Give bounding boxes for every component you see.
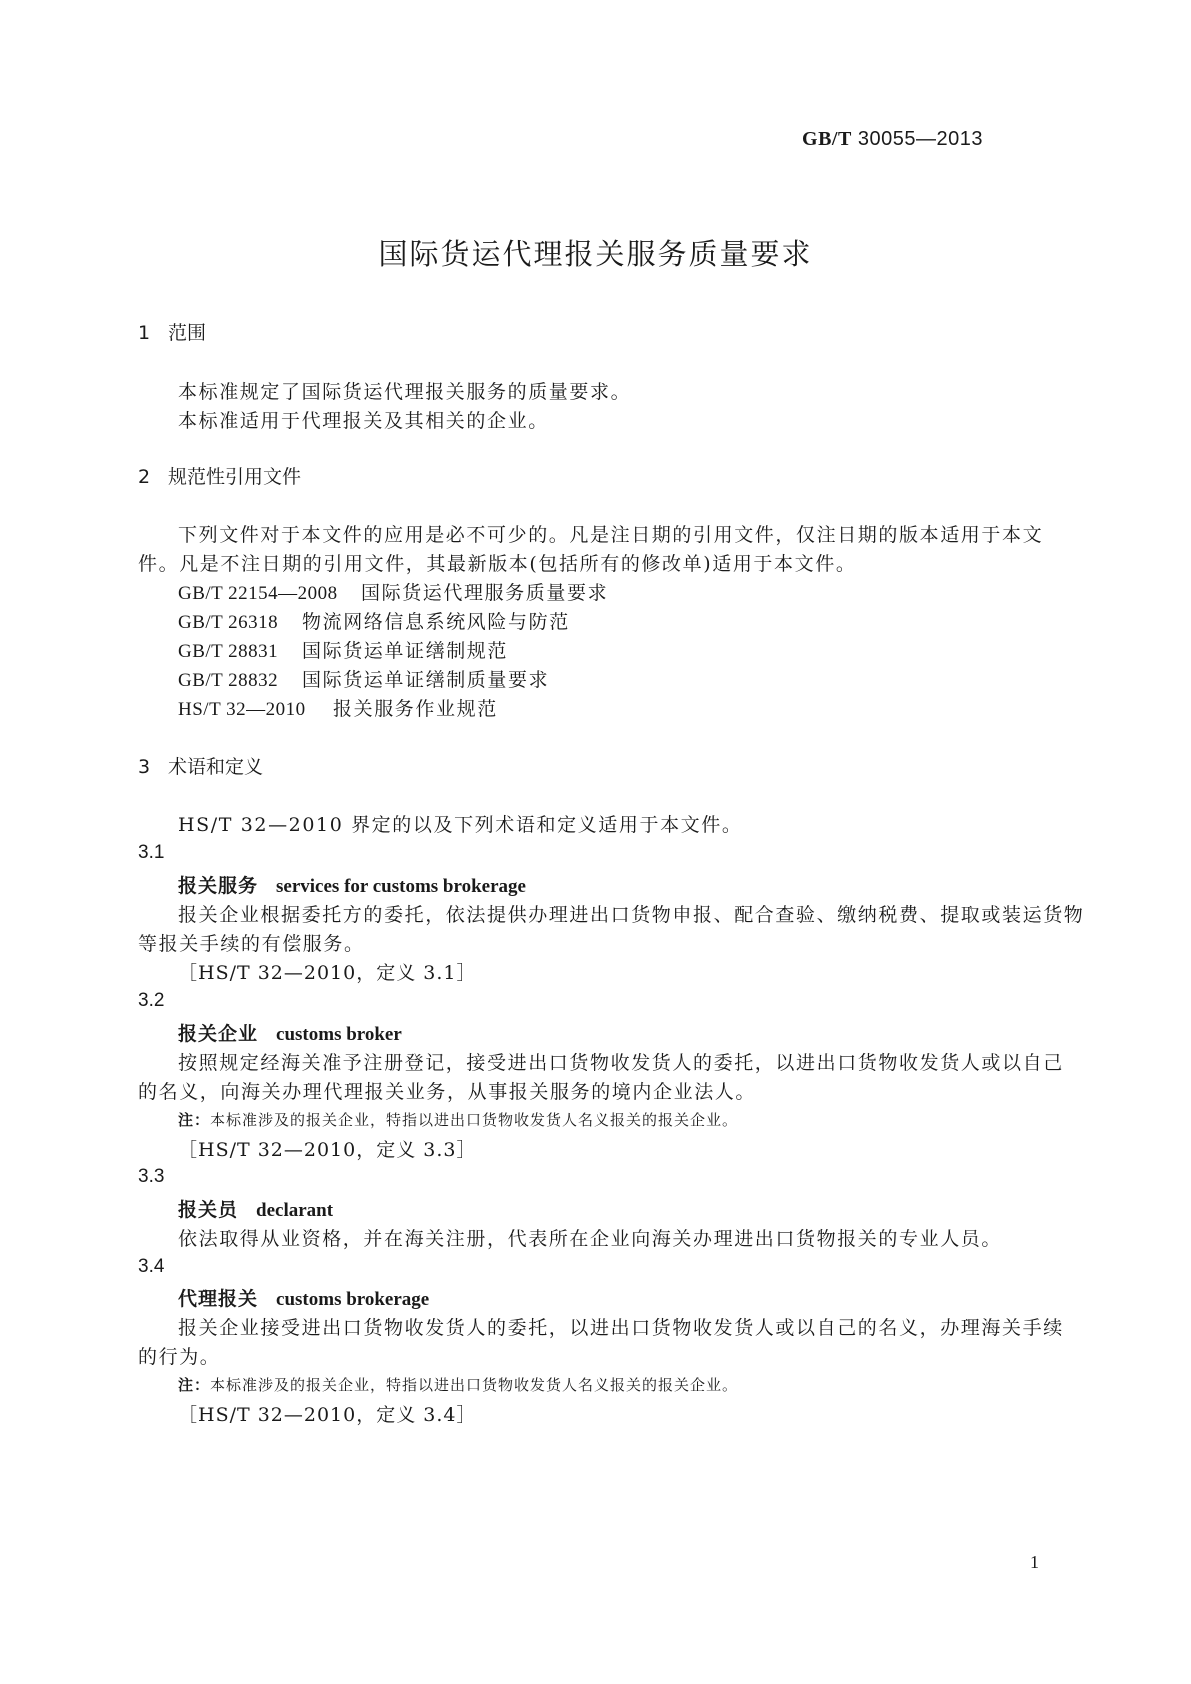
- term-entry: [178, 1284, 429, 1311]
- reference-item: [178, 607, 570, 634]
- reference-title: 国际货运单证缮制质量要求: [302, 669, 550, 691]
- section-title: 规范性引用文件: [168, 466, 302, 488]
- definition-source: ［HS/T 32—2010，定义 3.4］: [178, 1404, 477, 1426]
- document-title: 国际货运代理报关服务质量要求: [378, 237, 813, 271]
- term-en: services for customs brokerage: [276, 876, 526, 897]
- definition-source: ［HS/T 32—2010，定义 3.1］: [178, 962, 477, 984]
- standard-code: [802, 128, 983, 151]
- term-zh: 报关企业: [178, 1023, 259, 1045]
- term-zh: 报关服务: [178, 875, 259, 897]
- reference-item: [178, 665, 549, 692]
- section-1-heading: [138, 318, 206, 345]
- definition: 报关企业根据委托方的委托，依法提供办理进出口货物申报、配合查验、缴纳税费、提取或装运货物: [178, 904, 1085, 926]
- note-text: 本标准涉及的报关企业，特指以进出口货物收发货人名义报关的报关企业。: [210, 1111, 739, 1129]
- term-zh: 报关员: [178, 1199, 239, 1221]
- note-label: 注：: [178, 1111, 211, 1129]
- term-entry: [178, 1195, 333, 1222]
- term-entry: [178, 1019, 402, 1046]
- definition: 等报关手续的有偿服务。: [138, 933, 365, 955]
- definition: 的名义，向海关办理代理报关业务，从事报关服务的境内企业法人。: [138, 1081, 757, 1103]
- term-zh: 代理报关: [178, 1288, 259, 1310]
- reference-code: HS/T 32—2010: [178, 699, 306, 720]
- term-entry: [178, 871, 526, 898]
- term-en: customs broker: [276, 1024, 402, 1045]
- note-text: 本标准涉及的报关企业，特指以进出口货物收发货人名义报关的报关企业。: [210, 1376, 739, 1394]
- reference-title: 报关服务作业规范: [333, 698, 498, 720]
- clause-number: 3.1: [138, 842, 165, 863]
- section-number: 1: [138, 322, 151, 344]
- clause-number: 3.4: [138, 1256, 165, 1277]
- paragraph: 本标准适用于代理报关及其相关的企业。: [178, 410, 549, 432]
- reference-item: [178, 636, 508, 663]
- page-number: 1: [1030, 1552, 1039, 1572]
- standard-code-number: 30055—2013: [857, 128, 983, 150]
- reference-title: 物流网络信息系统风险与防范: [302, 611, 570, 633]
- section-title: 范围: [168, 322, 207, 344]
- definition: 的行为。: [138, 1346, 221, 1368]
- reference-code: GB/T 28832: [178, 670, 279, 691]
- paragraph: HS/T 32—2010 界定的以及下列术语和定义适用于本文件。: [178, 814, 743, 836]
- reference-title: 国际货运单证缮制规范: [302, 640, 509, 662]
- reference-code: GB/T 22154—2008: [178, 583, 338, 604]
- term-en: customs brokerage: [276, 1289, 430, 1310]
- standard-code-prefix: GB/T: [802, 128, 852, 150]
- section-number: 3: [138, 756, 151, 778]
- definition: 依法取得从业资格，并在海关注册，代表所在企业向海关办理进出口货物报关的专业人员。: [178, 1228, 1003, 1250]
- reference-code: GB/T 28831: [178, 641, 279, 662]
- clause-number: 3.2: [138, 990, 165, 1011]
- paragraph: 下列文件对于本文件的应用是必不可少的。凡是注日期的引用文件，仅注日期的版本适用于本文: [178, 524, 1044, 546]
- reference-title: 国际货运代理服务质量要求: [361, 582, 609, 604]
- section-2-heading: [138, 462, 301, 489]
- section-number: 2: [138, 466, 151, 488]
- paragraph: 件。凡是不注日期的引用文件，其最新版本(包括所有的修改单)适用于本文件。: [138, 553, 857, 575]
- section-3-heading: [138, 752, 263, 779]
- definition: 按照规定经海关准予注册登记，接受进出口货物收发货人的委托，以进出口货物收发货人或以自己: [178, 1052, 1064, 1074]
- definition-source: ［HS/T 32—2010，定义 3.3］: [178, 1139, 477, 1161]
- reference-item: [178, 694, 498, 721]
- paragraph: 本标准规定了国际货运代理报关服务的质量要求。: [178, 381, 632, 403]
- reference-item: [178, 578, 608, 605]
- term-en: declarant: [256, 1200, 334, 1221]
- clause-number: 3.3: [138, 1166, 165, 1187]
- note: [178, 1374, 738, 1395]
- section-title: 术语和定义: [168, 756, 264, 778]
- note-label: 注：: [178, 1376, 211, 1394]
- definition: 报关企业接受进出口货物收发货人的委托，以进出口货物收发货人或以自己的名义，办理海关手续: [178, 1317, 1064, 1339]
- note: [178, 1109, 738, 1130]
- reference-code: GB/T 26318: [178, 612, 279, 633]
